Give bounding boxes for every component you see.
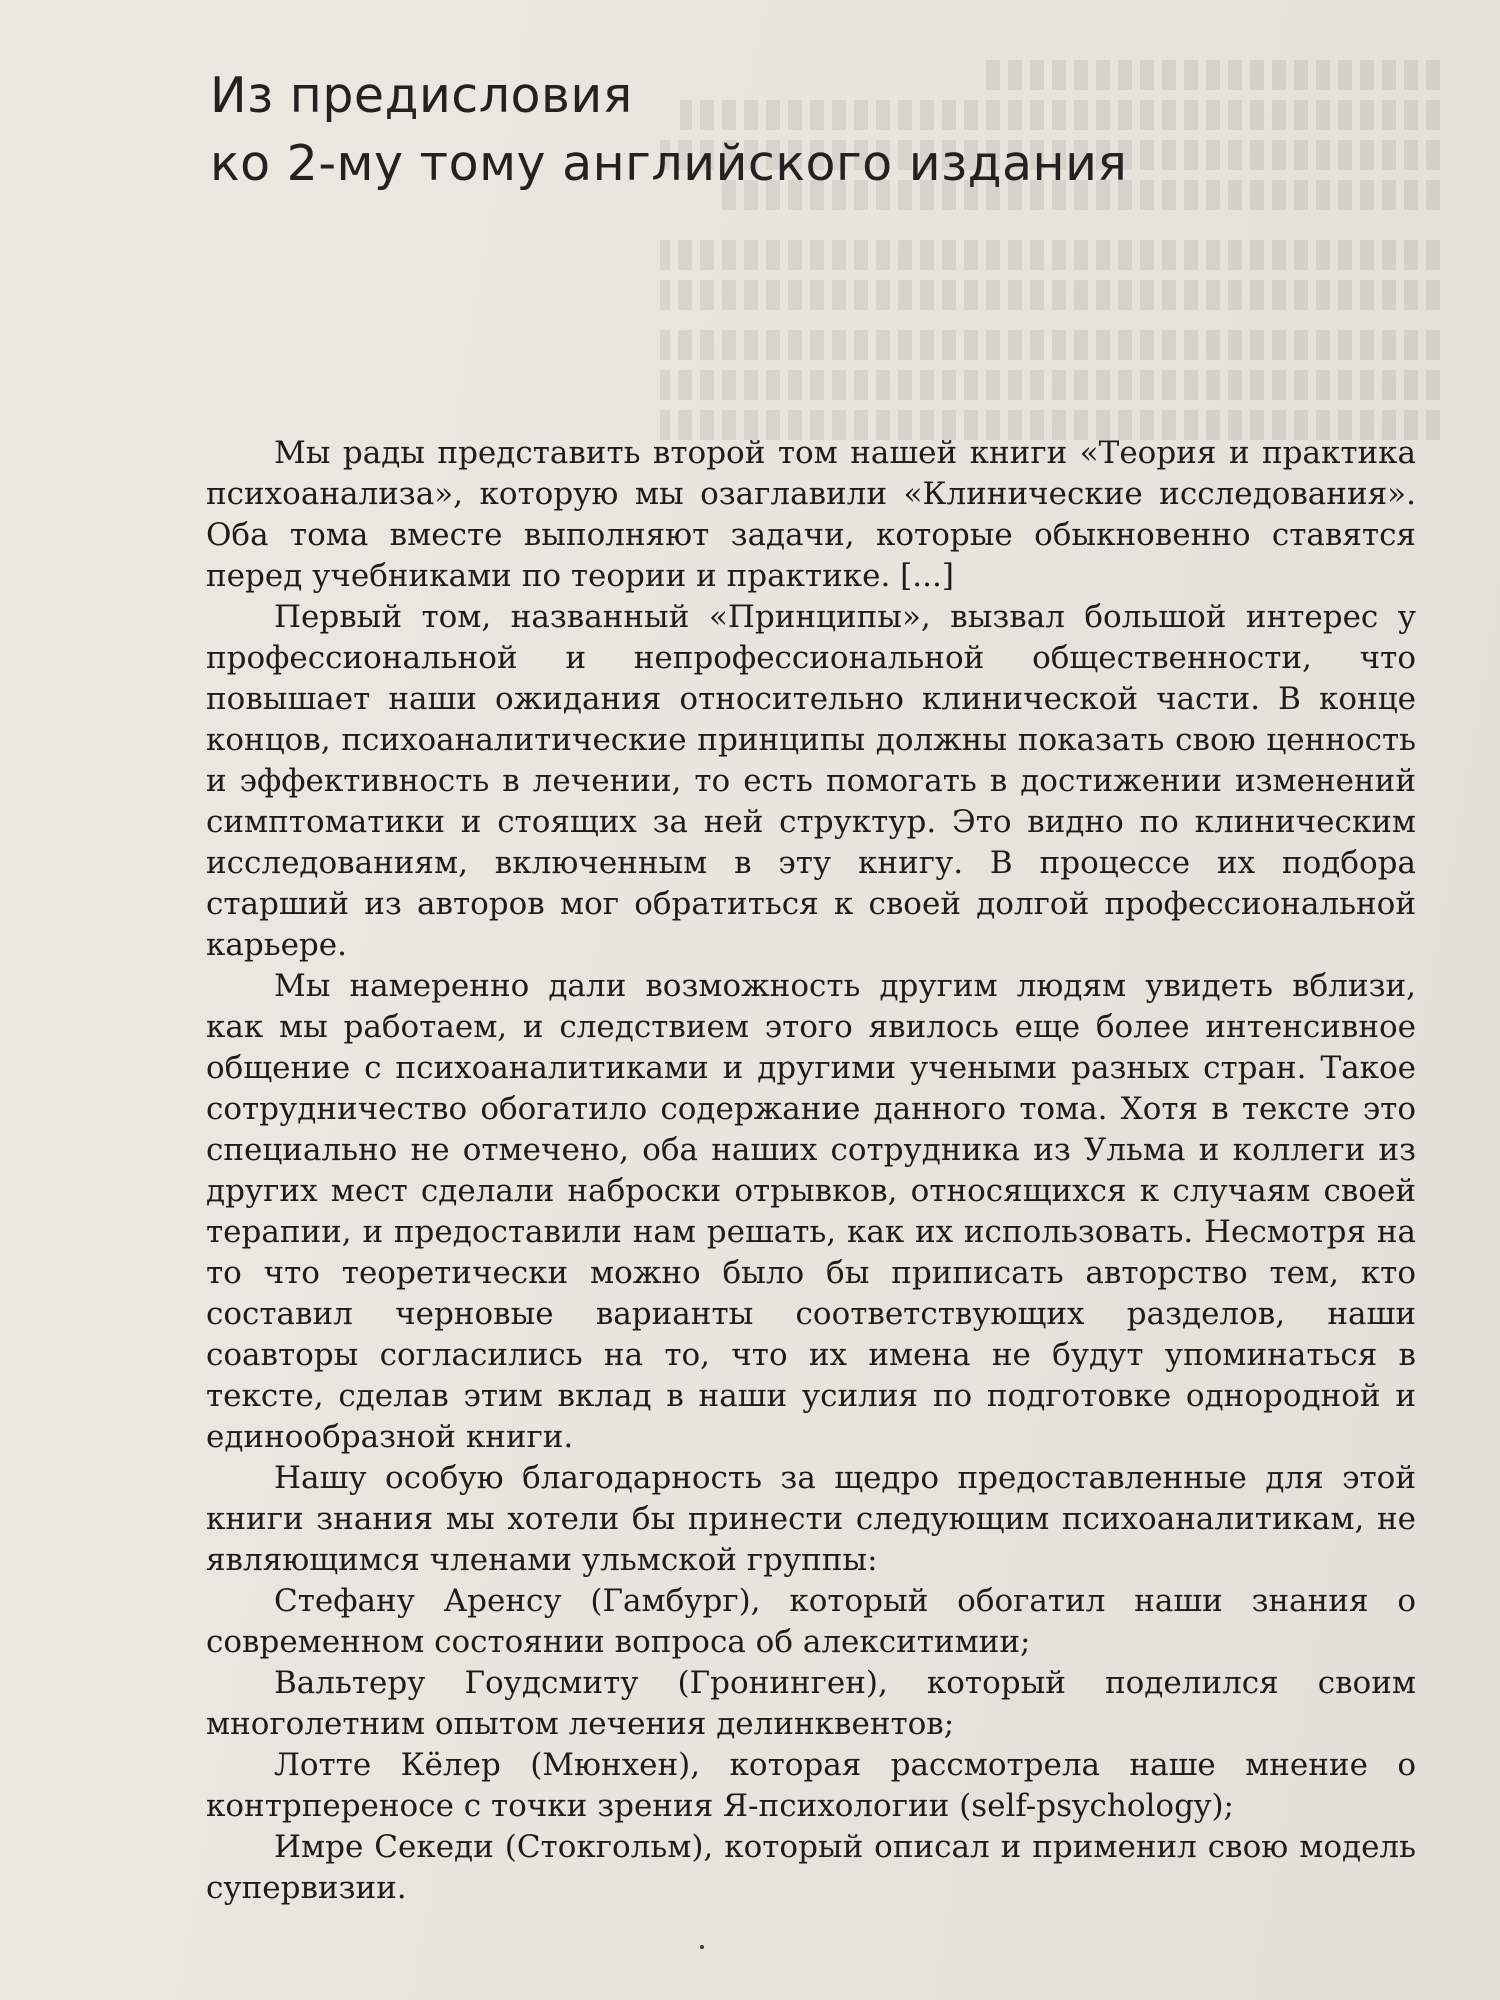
ghost-line bbox=[660, 280, 1440, 310]
paragraph-gratitude: Нашу особую благодарность за щедро предоставленные для этой книги знания мы хотели бы принести следующим психоаналитикам, не являющимся членами ульмской группы: bbox=[206, 1460, 1416, 1578]
body-text bbox=[206, 433, 1416, 1909]
ghost-line bbox=[660, 240, 1440, 270]
heading-line-2: ко 2-му тому английского издания bbox=[210, 135, 1128, 192]
section-heading bbox=[210, 62, 1390, 198]
paragraph-intro: Мы рады представить второй том нашей книги «Теория и практика психоанализа», которую мы озаглавили «Клинические исследования». Оба тома вместе выполняют задачи, которые обыкновенно ставятся перед учебниками по теории и практике. [...] bbox=[206, 435, 1416, 594]
paragraph-ahrens: Стефану Аренсу (Гамбург), который обогатил наши знания о современном состоянии вопроса об алекситимии; bbox=[206, 1583, 1416, 1660]
paragraph-goudsmit: Вальтеру Гоудсмиту (Гронинген), который поделился своим многолетним опытом лечения делинквентов; bbox=[206, 1665, 1416, 1742]
paragraph-koehler: Лотте Кёлер (Мюнхен), которая рассмотрела наше мнение о контрпереносе с точки зрения Я-психологии (self-psychology); bbox=[206, 1747, 1416, 1824]
paragraph-szecsody: Имре Секеди (Стокгольм), который описал и применил свою модель супервизии. bbox=[206, 1829, 1416, 1906]
ghost-line bbox=[660, 370, 1440, 400]
ghost-line bbox=[660, 330, 1440, 360]
paragraph-collaboration: Мы намеренно дали возможность другим людям увидеть вблизи, как мы работаем, и следствием этого явилось еще более интенсивное общение с психоаналитиками и другими учеными разных стран. Такое сотрудничество обогатило содержание данного тома. Хотя в тексте это специально не отмечено, оба наших сотрудника из Ульма и коллеги из других мест сделали наброски отрывков, относящихся к случаям своей терапии, и предоставили нам решать, как их использовать. Несмотря на то что теоретически можно было бы приписать авторство тем, кто составил черновые варианты соответствующих разделов, наши соавторы согласились на то, что их имена не будут упоминаться в тексте, сделав этим вклад в наши усилия по подготовке однородной и единообразной книги. bbox=[206, 968, 1416, 1455]
ink-speck bbox=[700, 1945, 704, 1949]
paragraph-first-volume: Первый том, названный «Принципы», вызвал большой интерес у профессиональной и непрофессиональной общественности, что повышает наши ожидания относительно клинической части. В конце концов, психоаналитические принципы должны показать свою ценность и эффективность в лечении, то есть помогать в достижении изменений симптоматики и стоящих за ней структур. Это видно по клиническим исследованиям, включенным в эту книгу. В процессе их подбора старший из авторов мог обратиться к своей долгой профессиональной карьере. bbox=[206, 599, 1416, 963]
heading-line-1: Из предисловия bbox=[210, 67, 633, 124]
